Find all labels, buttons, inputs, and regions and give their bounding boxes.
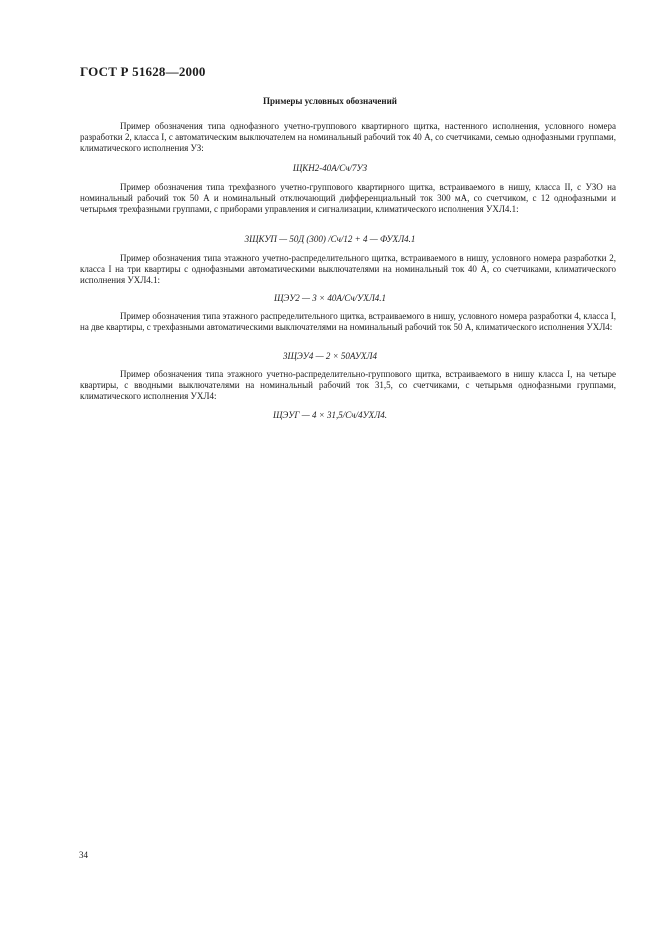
example-paragraph: Пример обозначения типа этажного учетно-распределительного щитка, встраиваемого в нишу, условного номера разработки 2, класса I на три квартиры с однофазными автоматическими выключателями на номинальный ток 40 А, со счетчиками, климатического исполнения УХЛ4.1: (80, 253, 616, 285)
example-designation: ЩЭУГ — 4 × 31,5/Сч/4УХЛ4. (273, 410, 387, 420)
example-paragraph: Пример обозначения типа однофазного учетно-группового квартирного щитка, настенного исполнения, условного номера разработки 2, класса I, с автоматическим выключателем на номинальный рабочий ток 40 А, со счетчиками, семью однофазными группами, климатического исполнения УЗ: (80, 121, 616, 153)
page-number: 34 (79, 850, 88, 860)
example-designation: 3ЩЭУ4 — 2 × 50АУХЛ4 (283, 351, 377, 361)
example-paragraph: Пример обозначения типа этажного распределительного щитка, встраиваемого в нишу, условного номера разработки 4, класса I, на две квартиры, с трехфазными автоматическими выключателями на номинальный рабочий ток 50 А, климатического исполнения УХЛ4: (80, 311, 616, 332)
example-designation: ЩЭУ2 — 3 × 40А/Сч/УХЛ4.1 (273, 293, 387, 303)
example-paragraph: Пример обозначения типа трехфазного учетно-группового квартирного щитка, встраиваемого в нишу, класса II, с УЗО на номинальный рабочий ток 50 А и номинальный отключающий дифференциальный ток 300 мА, со счетчиком, с 12 однофазными и четырьмя трехфазными группами, с приборами управления и сигнализации, климатического исполнения УХЛ4.1: (80, 182, 616, 214)
section-title: Примеры условных обозначений (263, 96, 397, 106)
example-designation: 3ЩКУП — 50Д (300) /Сч/12 + 4 — ФУХЛ4.1 (244, 234, 416, 244)
example-designation: ЩКН2-40А/Сч/7УЗ (292, 163, 368, 173)
document-code: ГОСТ Р 51628—2000 (80, 64, 206, 79)
example-paragraph: Пример обозначения типа этажного учетно-распределительно-группового щитка, встраиваемого в нишу класса I, на четыре квартиры, с вводными выключателями на номинальный рабочий ток 31,5, со счетчиками, с четырьмя однофазными группами, климатического исполнения УХЛ4: (80, 369, 616, 401)
